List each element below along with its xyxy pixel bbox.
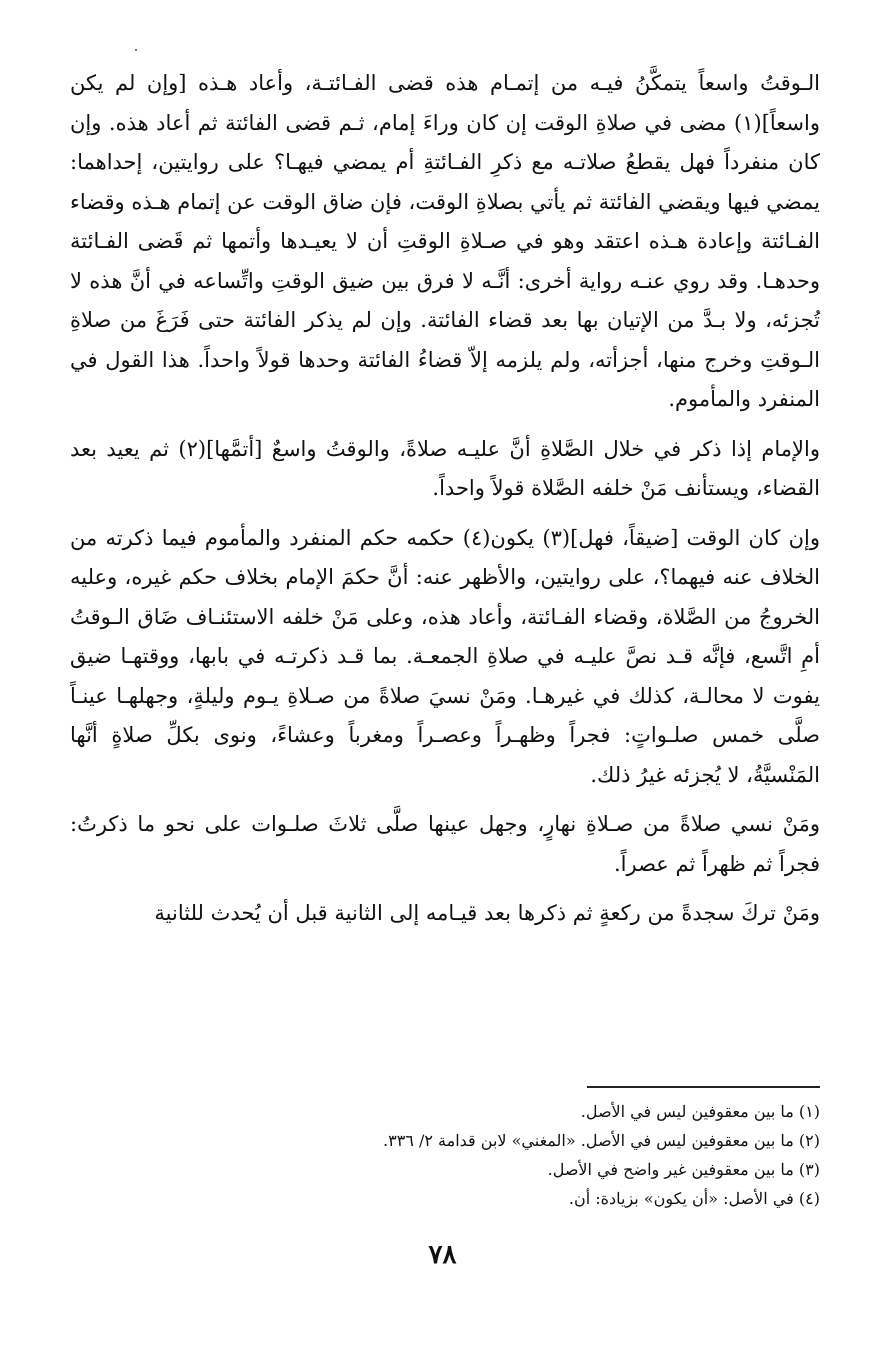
paragraph: والإمام إذا ذكر في خلال الصَّلاةِ أنَّ عليـه صلاةً، والوقتُ واسعٌ [أتمَّها](٢) ثم يعيد بعد القضاء، ويستأنف مَنْ خلفه الصَّلاة قولاً واحداً. xyxy=(70,436,820,500)
paragraph: وإن كان الوقت [ضيقاً، فهل](٣) يكون(٤) حكمه حكم المنفرد والمأموم فيما ذكرته من الخلاف عنه فيهما؟، على روايتين، والأظهر عنه: أنَّ حكمَ الإمام بخلاف حكم غيره، وعليه الخروجُ من الصَّلاة، وقضاء الفـائتة، وأعاد هذه، وعلى مَنْ خلفه الاستئنـاف ضَاق الـوقتُ أمِ اتَّسع، فإنَّه قـد نصَّ عليـه في صلاةِ الجمعـة. بما قـد ذكرتـه في بابها، ووقتهـا ضيق يفوت لا محالـة، كذلك في غيرهـا. ومَنْ نسيَ صلاةً من صـلاةِ يـوم وليلةٍ، وجهلهـا عينـاً صلَّى خمس صلـواتٍ: فجراً وظهـراً وعصـراً ومغرباً وعشاءً، ونوى بكلِّ صلاةٍ أنَّها المَنْسيَّةُ، لا يُجزئه غيرُ ذلك. xyxy=(70,525,820,787)
paragraph: ومَنْ نسي صلاةً من صـلاةِ نهارٍ، وجهل عينها صلَّى ثلاثَ صلـوات على نحو ما ذكرتُ: فجراً ثم ظهراً ثم عصراً. xyxy=(70,812,820,876)
footnote: (٢) ما بين معقوفين ليس في الأصل. «المغني» لابن قدامة ٢/ ٣٣٦. xyxy=(383,1131,820,1150)
footnote: (٤) في الأصل: «أن يكون» بزيادة: أن. xyxy=(568,1189,820,1208)
scan-speck xyxy=(135,49,137,51)
main-text xyxy=(70,64,820,934)
footnote: (١) ما بين معقوفين ليس في الأصل. xyxy=(580,1102,820,1121)
paragraph: الـوقتُ واسعاً يتمكَّنُ فيـه من إتمـام هذه قضى الفـائتـة، وأعاد هـذه [وإن لم يكن واسعاً](١) مضى في صلاةِ الوقت إن كان وراءَ إمام، ثـم قضى الفائتة ثم أعاد هذه. وإن كان منفرداً فهل يقطعُ صلاتـه مع ذكرِ الفـائتةِ أم يمضي فيهـا؟ على روايتين، إحداهما: يمضي فيها ويقضي الفائتة ثم يأتي بصلاةِ الوقت، فإن ضاق الوقت عن إتمام هـذه وقضاء الفـائتة وإعادة هـذه اعتقد وهو في صـلاةِ الوقتِ أن لا يعيـدها وأتمها ثم قَضى الفـائتة وحدهـا. وقد روي عنـه رواية أخرى: أنَّـه لا فرق بين ضيق الوقتِ واتِّساعه في أنَّ هذه لا تُجزئه، ولا بـدَّ من الإتيان بها بعد قضاء الفائتة. وإن لم يذكر الفائتة حتى فَرَغَ من صلاةِ الـوقتِ وخرج منها، أجزأته، ولم يلزمه إلاّ قضاءُ الفائتة وحدها قولاً واحداً. هذا القول في المنفرد والمأموم. xyxy=(70,71,820,411)
footnote: (٣) ما بين معقوفين غير واضح في الأصل. xyxy=(547,1160,820,1179)
footnote-divider xyxy=(587,1086,820,1088)
footnotes xyxy=(120,1097,820,1213)
paragraph: ومَنْ تركَ سجدةً من ركعةٍ ثم ذكرها بعد قيـامه إلى الثانية قبل أن يُحدث للثانية xyxy=(154,901,820,925)
page-number: ٧٨ xyxy=(428,1240,457,1270)
